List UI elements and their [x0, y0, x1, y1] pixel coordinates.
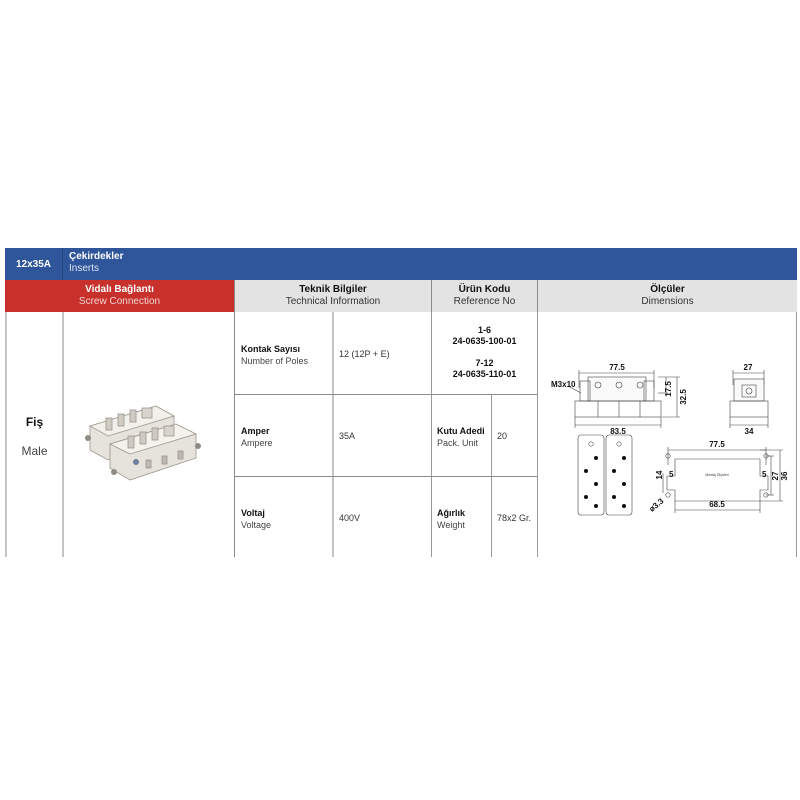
column-header-dimensions: [537, 280, 797, 312]
spec-label: Ağırlık: [437, 508, 466, 518]
svg-text:32.5: 32.5: [679, 389, 688, 405]
column-title: Teknik Bilgiler: [299, 284, 367, 295]
category-title-en: Inserts: [69, 263, 100, 274]
spec-label: Kutu Adedi: [437, 426, 485, 436]
spec-sublabel: Weight: [437, 520, 465, 530]
product-size-code: 12x35A: [5, 248, 63, 280]
svg-text:14: 14: [655, 470, 664, 480]
spec-label: Kontak Sayısı: [241, 344, 301, 354]
grid-line: [234, 394, 537, 395]
svg-text:77.5: 77.5: [709, 440, 725, 449]
category-title: [69, 251, 123, 275]
weight-value: 78x2 Gr.: [497, 513, 532, 523]
weight-label: [437, 507, 465, 531]
grid-line: [5, 312, 7, 557]
spec-label: Amper: [241, 426, 270, 436]
grid-line: [332, 312, 334, 557]
svg-text:M3x10: M3x10: [551, 380, 576, 389]
connector-insert-image: [76, 396, 208, 486]
pack-unit-label: [437, 425, 485, 449]
reference-code: 24-0635-100-01: [452, 336, 517, 346]
column-title: Ürün Kodu: [458, 284, 511, 295]
spec-voltage-label: [241, 507, 271, 531]
dimension-drawings: [538, 313, 796, 557]
grid-line: [234, 312, 235, 557]
spec-sublabel: Pack. Unit: [437, 438, 479, 448]
spec-sublabel: Number of Poles: [241, 356, 309, 366]
column-header-reference-no: [431, 280, 537, 312]
reference-code-1-6: [432, 325, 537, 347]
svg-text:34: 34: [744, 427, 754, 436]
svg-text:17.5: 17.5: [664, 381, 673, 397]
product-type-sublabel: Male: [21, 444, 48, 458]
svg-text:ø3.3: ø3.3: [647, 496, 666, 514]
column-title: Vidalı Bağlantı: [85, 284, 154, 295]
pack-unit-value: 20: [497, 431, 508, 441]
svg-text:Montaj Ölçüleri: Montaj Ölçüleri: [705, 473, 729, 477]
spec-ampere-label: [241, 425, 273, 449]
spec-poles-label: [241, 343, 308, 367]
column-title: Ölçüler: [650, 284, 685, 295]
column-subtitle: Technical Information: [285, 296, 381, 307]
category-title-tr: Çekirdekler: [69, 251, 124, 262]
spec-label: Voltaj: [241, 508, 265, 518]
grid-line: [234, 476, 537, 477]
svg-text:5: 5: [762, 470, 767, 479]
reference-range: 7-12: [475, 358, 494, 368]
column-subtitle: Screw Connection: [78, 296, 161, 307]
grid-line: [796, 312, 797, 557]
product-type-label: Fiş: [25, 415, 44, 429]
reference-code: 24-0635-110-01: [452, 369, 517, 379]
reference-code-7-12: [432, 358, 537, 380]
spec-voltage-value: 400V: [339, 513, 361, 523]
svg-text:83.5: 83.5: [610, 427, 626, 436]
grid-line: [431, 312, 432, 557]
reference-range: 1-6: [477, 325, 491, 335]
svg-text:77.5: 77.5: [609, 363, 625, 372]
column-header-screw-connection: [5, 280, 234, 312]
svg-text:68.5: 68.5: [709, 500, 725, 509]
column-subtitle: Dimensions: [641, 296, 694, 307]
svg-text:5: 5: [669, 470, 674, 479]
grid-line: [62, 312, 64, 557]
svg-text:36: 36: [780, 471, 789, 481]
column-subtitle: Reference No: [453, 296, 516, 307]
category-header: [5, 248, 797, 280]
svg-text:27: 27: [771, 471, 780, 481]
spec-sublabel: Ampere: [241, 438, 273, 448]
column-header-technical-info: [234, 280, 431, 312]
spec-sublabel: Voltage: [241, 520, 272, 530]
spec-ampere-value: 35A: [339, 431, 356, 441]
svg-text:27: 27: [743, 363, 753, 372]
spec-poles-value: 12 (12P + E): [339, 349, 390, 359]
